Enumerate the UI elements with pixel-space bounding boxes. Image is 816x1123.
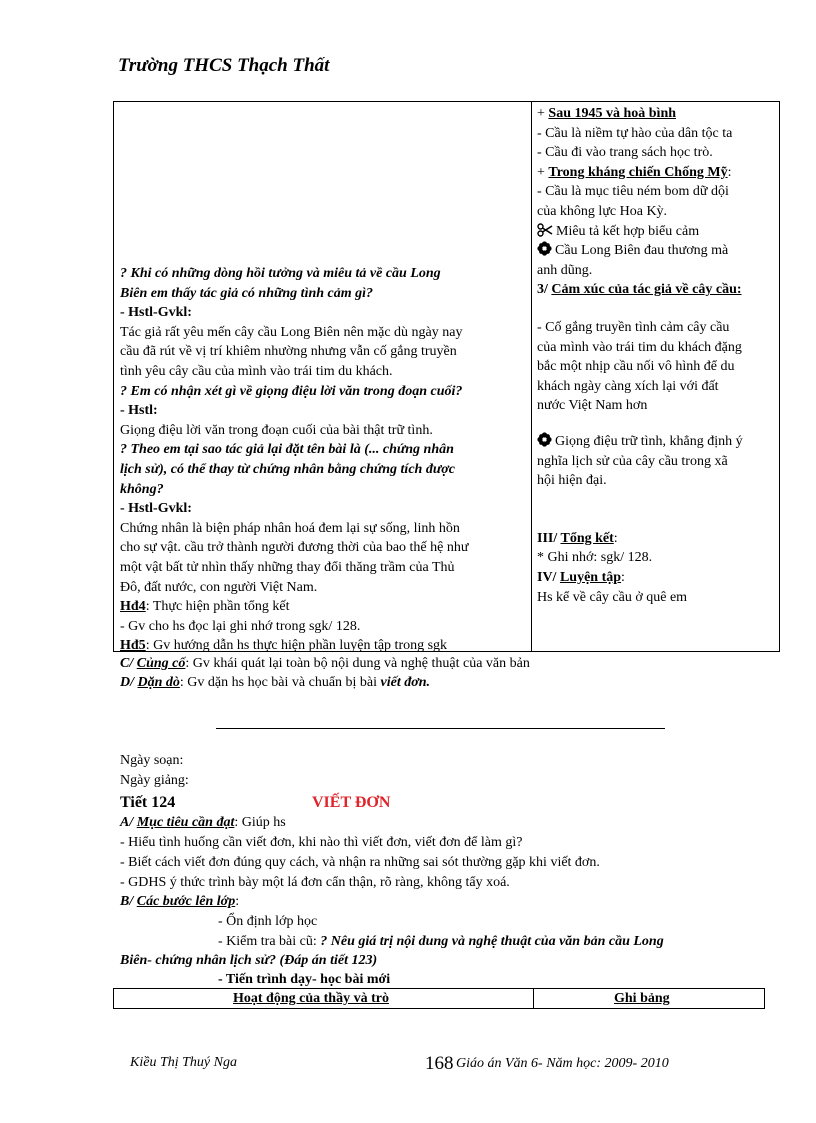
left-column-line: cho sự vật. cầu trở thành người đương thời của bao thế hệ như <box>120 540 469 556</box>
left-column-line: ? Khi có những dòng hồi tưởng và miêu tả về cầu Long <box>120 266 441 281</box>
right-column-line: - Cầu là mục tiêu ném bom dữ dội <box>537 184 729 200</box>
table-column-divider <box>531 101 532 652</box>
table-column-divider <box>533 988 534 1009</box>
left-column-line: cầu đã rút về vị trí khiêm nhường nhưng vẫn cố gắng truyền <box>120 344 457 360</box>
school-header: Trường THCS Thạch Thất <box>118 55 330 76</box>
homework-title: Dặn dò <box>137 675 180 690</box>
right-column-line: - Cầu là niềm tự hào của dân tộc ta <box>537 125 733 141</box>
scissors-icon <box>537 224 556 239</box>
left-column-line: không? <box>120 481 164 497</box>
left-column-line: Biên em thấy tác giả có những tình cảm gì? <box>120 285 374 301</box>
steps-heading: B/ Các bước lên lớp: <box>120 894 240 909</box>
left-column-line: ? Theo em tại sao tác giả lại đặt tên bài là (... chứng nhân <box>120 442 454 458</box>
footer-author: Kiều Thị Thuý Nga <box>130 1055 237 1070</box>
left-column-line: - Hstl: <box>120 403 158 419</box>
right-column-line: Hs kể về cây cầu ở quê em <box>537 589 688 605</box>
left-column-line: Đô, đất nước, con người Việt Nam. <box>120 579 318 595</box>
flower-bullet-icon <box>537 243 555 258</box>
right-column-line: + Trong kháng chiến Chống Mỹ: <box>537 164 732 180</box>
right-column-line: của không lực Hoa Kỳ. <box>537 204 668 219</box>
left-column-line: Tác giả rất yêu mến cây cầu Long Biên nên mặc dù ngày nay <box>120 324 463 340</box>
flower-bullet-icon <box>537 434 555 449</box>
left-column-line: - Gv cho hs đọc lại ghi nhớ trong sgk/ 128. <box>120 618 361 634</box>
step-item: - Ổn định lớp học <box>218 914 318 929</box>
ngay-giang: Ngày giảng: <box>120 773 189 788</box>
right-column-line: anh dũng. <box>537 262 593 278</box>
step-item: - Tiến trình dạy- học bài mới <box>218 972 391 987</box>
footer-plan-title: Giáo án Văn 6- Năm học: 2009- 2010 <box>456 1056 669 1071</box>
step-item: - Kiểm tra bài cũ: ? Nêu giá trị nội dung và nghệ thuật của văn bản cầu Long <box>218 934 664 949</box>
objective-item: - Hiểu tình huống cần viết đơn, khi nào thì viết đơn, viết đơn để làm gì? <box>120 835 523 850</box>
left-column-line: lịch sử), có thể thay từ chứng nhân bằng chứng tích được <box>120 462 455 477</box>
right-column-line: Cầu Long Biên đau thương mà <box>537 241 728 261</box>
consolidation-title: Củng cố <box>136 656 186 671</box>
right-column-line: - Cố gắng truyền tình cảm cây cầu <box>537 320 730 335</box>
table-header-board: Ghi bảng <box>614 991 670 1006</box>
right-column-line: - Cầu đi vào trang sách học trò. <box>537 145 713 161</box>
page-number: 168 <box>425 1053 454 1074</box>
ngay-soan: Ngày soạn: <box>120 753 184 768</box>
objectives-heading: A/ Mục tiêu cần đạt: Giúp hs <box>120 815 286 830</box>
lesson-title: VIẾT ĐƠN <box>312 794 391 811</box>
consolidation-line: C/ Củng cố: Gv khái quát lại toàn bộ nội dung và nghệ thuật của văn bản <box>120 656 530 671</box>
left-column-line: một vật bất tử nhìn thấy những thay đổi thăng trầm của Thủ <box>120 560 455 575</box>
left-column-line: ? Em có nhận xét gì về giọng điệu lời văn trong đoạn cuối? <box>120 383 463 399</box>
right-column-line: nước Việt Nam hơn <box>537 398 648 414</box>
right-column-line: hội hiện đại. <box>537 473 607 489</box>
right-column-line: khách ngày càng xích lại với đất <box>537 378 719 394</box>
objective-item: - Biết cách viết đơn đúng quy cách, và nhận ra những sai sót thường gặp khi viết đơn. <box>120 855 600 870</box>
lesson-number: Tiết 124 <box>120 794 176 811</box>
left-column-line: - Hstl-Gvkl: <box>120 501 192 517</box>
homework-line: D/ Dặn dò: Gv dặn hs học bài và chuẩn bị bài viết đơn. <box>120 675 431 690</box>
right-column-line: bắc một nhịp cầu nối vô hình để du <box>537 359 735 375</box>
right-column-line: 3/ Cảm xúc của tác giả về cây cầu: <box>537 282 742 298</box>
left-column-line: Giọng điệu lời văn trong đoạn cuối của bài thật trữ tình. <box>120 422 433 438</box>
right-column-line: * Ghi nhớ: sgk/ 128. <box>537 550 653 566</box>
step-item-continued: Biên- chứng nhân lịch sử? (Đáp án tiết 123) <box>120 953 378 968</box>
right-column-line: + Sau 1945 và hoà bình <box>537 106 677 121</box>
right-column-line: của mình vào trái tim du khách đặng <box>537 339 742 355</box>
left-column-line: Hđ5: Gv hướng dẫn hs thực hiện phần luyện tập trong sgk <box>120 638 448 654</box>
right-column-line: IV/ Luyện tập: <box>537 570 625 585</box>
left-column-line: - Hstl-Gvkl: <box>120 305 192 321</box>
objective-item: - GDHS ý thức trình bày một lá đơn cẩn thận, rõ ràng, không tẩy xoá. <box>120 875 510 890</box>
table-header-activity: Hoạt động của thầy và trò <box>233 991 389 1006</box>
section-divider <box>216 728 665 729</box>
right-column-line: III/ Tổng kết: <box>537 530 618 546</box>
right-column-line: nghĩa lịch sử của cây cầu trong xã <box>537 453 728 469</box>
right-column-line: Giọng điệu trữ tình, khẳng định ý <box>537 432 743 452</box>
left-column-line: Hđ4: Thực hiện phần tổng kết <box>120 599 290 615</box>
left-column-line: Chứng nhân là biện pháp nhân hoá đem lại sự sống, linh hồn <box>120 520 460 536</box>
left-column-line: tình yêu cây cầu của mình vào trái tim du khách. <box>120 364 393 379</box>
right-column-line: Miêu tả kết hợp biểu cảm <box>537 222 699 242</box>
